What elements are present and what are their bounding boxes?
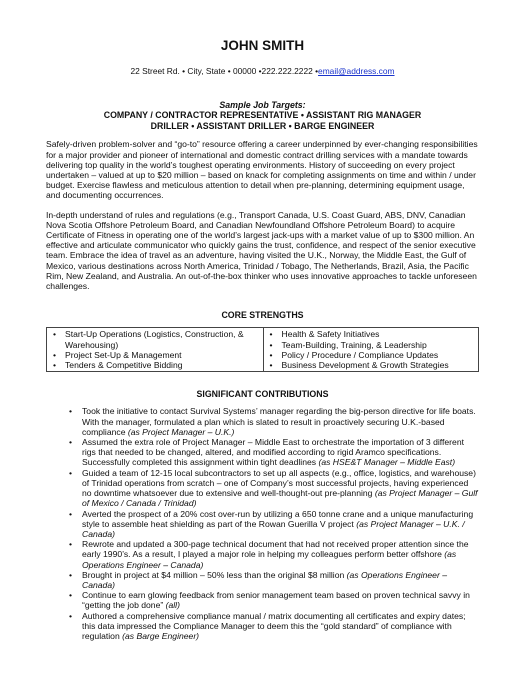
candidate-name: JOHN SMITH <box>220 38 305 53</box>
contribution-role: (as Operations Engineer – Canada) <box>82 569 447 590</box>
summary-paragraph-1: Safely-driven problem-solver and “go-to” resource offering a career underpinned by ever-changing responsibilities for a major provider and pioneer of international and domestic contract drilling services with a mandate towards delivering top quality in the world’s toughest operating environments. History of succeeding on every project undertaken – valued at up to $20 million – based on knack for completing assignments on time and within / under budget. Exercise flawless and meticulous attention to detail when pre-planning, determining equipment usage, and documenting occurrences. <box>46 139 478 201</box>
job-targets-line-2: DRILLER • ASSISTANT DRILLER • BARGE ENGINEER <box>150 121 375 132</box>
contribution-text: Averted the prospect of a 20% cost over-run by utilizing a 650 tonne crane and a unique manufacturing style to assemble heat shielding as part of the Rowan Guerilla V project <box>82 508 474 529</box>
contribution-role: (as Project Manager – Gulf of Mexico / Canada / Trinidad) <box>82 488 478 509</box>
core-strengths-title: CORE STRENGTHS <box>221 310 304 321</box>
strength-item: • Start-Up Operations (Logistics, Construction, & Warehousing) <box>51 329 261 349</box>
contribution-item <box>69 406 479 437</box>
contribution-role: (all) <box>165 600 180 611</box>
contribution-item <box>69 570 479 590</box>
contribution-text: Guided a team of 12-15 local subcontractors to set up all aspects (e.g., office, logistics, and warehouse) of Trinidad operations from scratch – one of Company’s most successful projects, having experienced no downtime whatsoever due to extensive and well-thought-out pre-planning <box>82 467 476 499</box>
contributions-list <box>46 406 479 641</box>
contribution-role: (as Project Manager – U.K. / Canada) <box>82 518 465 539</box>
job-targets-title: Sample Job Targets: <box>219 100 306 111</box>
strength-item: • Project Set-Up & Management <box>51 350 261 360</box>
contribution-item <box>69 509 479 540</box>
contribution-item <box>69 437 479 468</box>
contribution-text: Continue to earn glowing feedback from senior management team based on proven technical savvy in “getting the job done” <box>82 590 470 611</box>
contribution-text: Took the initiative to contact Survival Systems’ manager regarding the big-person directive for life boats. With the manager, formulated a plan which is slated to result in proactively securing U.K.-based compliance <box>82 406 476 437</box>
contribution-item <box>69 590 479 610</box>
email-link[interactable]: email@address.com <box>318 66 395 76</box>
contribution-text: Brought in project at $4 million – 50% less than the original $8 million <box>82 569 347 580</box>
contribution-item <box>69 611 479 642</box>
contact-details: 22 Street Rd. • City, State • 00000 •222.222.2222 • <box>130 66 319 76</box>
contributions-title: SIGNIFICANT CONTRIBUTIONS <box>196 389 329 400</box>
core-strengths-right-column <box>263 328 479 371</box>
contribution-role: (as Project Manager – U.K.) <box>127 426 235 437</box>
contribution-role: (as Barge Engineer) <box>122 630 200 641</box>
contribution-item <box>69 539 479 570</box>
strength-item: • Business Development & Growth Strategies <box>268 360 477 370</box>
contribution-text: Authored a comprehensive compliance manual / matrix documenting all certificates and expiry dates; this data impressed the Compliance Manager to deem this the “gold standard” of compliance with regulation <box>82 610 466 641</box>
contribution-role: (as Operations Engineer – Canada) <box>82 549 457 570</box>
core-strengths-table <box>46 327 479 372</box>
contribution-text: Rewrote and updated a 300-page technical document that had not received proper attention since the early 1990’s. As a result, I played a major role in helping my colleagues perform better offshore <box>82 539 469 560</box>
core-strengths-left-column <box>47 328 263 371</box>
strength-item: • Health & Safety Initiatives <box>268 329 477 339</box>
summary-paragraph-2: In-depth understand of rules and regulations (e.g., Transport Canada, U.S. Coast Guard, ABS, DNV, Canadian Nova Scotia Offshore Petroleum Board, and Canadian Newfoundland Offshore Petroleum Board) to acquire Certificate of Fitness in operating one of the world’s largest jack-ups with a market value of up to $300 million. An effective and articulate communicator who quickly gains the trust, confidence, and respect of the senior executive team. Embrace the idea of travel as an adventure, having visited the U.K., Norway, the Middle East, the Gulf of Mexico, various destinations across North America, Trinidad / Tobago, The Netherlands, Brazil, Asia, the Pacific Rim, New Zealand, and Australia. An out-of-the-box thinker who uses innovative approaches to tackle unforeseen challenges. <box>46 209 477 292</box>
strength-item: • Tenders & Competitive Bidding <box>51 360 261 370</box>
contribution-text: Assumed the extra role of Project Manager – Middle East to orchestrate the importation of 3 different rigs that needed to be changed, altered, and modified according to rigid Aramco specifications. Successfully completed this assignment within tight deadlines <box>82 437 464 468</box>
strength-item: • Team-Building, Training, & Leadership <box>268 340 477 350</box>
contribution-role: (as HSE&T Manager – Middle East) <box>318 457 456 468</box>
contact-line <box>46 66 479 76</box>
job-targets-line-1: COMPANY / CONTRACTOR REPRESENTATIVE • ASSISTANT RIG MANAGER <box>103 110 422 121</box>
strength-item: • Policy / Procedure / Compliance Updates <box>268 350 477 360</box>
contribution-item <box>69 468 479 509</box>
